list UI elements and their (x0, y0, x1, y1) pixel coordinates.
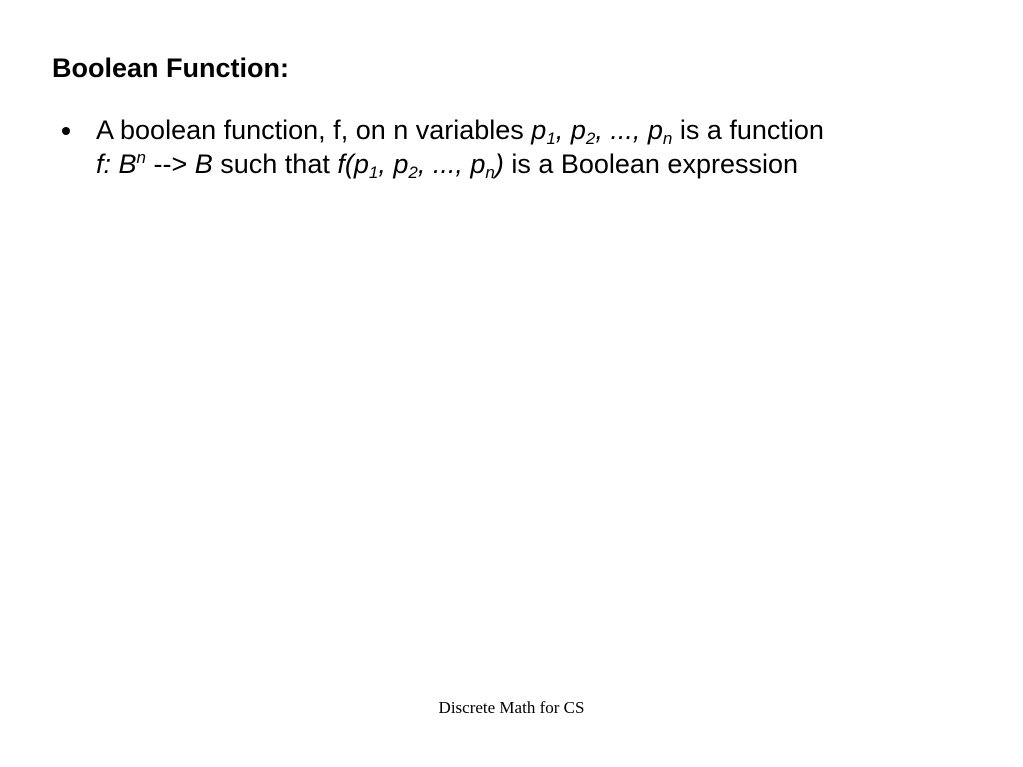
such-that-text: such that (212, 149, 338, 179)
bullet-list (60, 113, 980, 181)
definition-text-start: A boolean function, f, on n variables (96, 115, 532, 145)
slide-footer: Discrete Math for CS (438, 698, 585, 717)
definition-text-end: is a function (672, 115, 824, 145)
variable-p1: $p_1$, $p_2$, ..., $p_n$ (531, 115, 673, 148)
definition-line-2 (96, 147, 980, 181)
arrow-text: --> (145, 149, 195, 179)
codomain-B: B (194, 149, 213, 179)
slide-title: Boolean Function: (52, 53, 289, 83)
bullet-dot-icon (62, 127, 70, 135)
boolean-expression-text: is a Boolean expression (503, 149, 799, 179)
function-application: $f(p_1$, $p_2$, ..., $p_n$) (337, 149, 504, 182)
function-signature: f: $B^n$ (96, 148, 146, 179)
definition-line-1 (96, 113, 980, 147)
bullet-item-definition (60, 113, 980, 181)
